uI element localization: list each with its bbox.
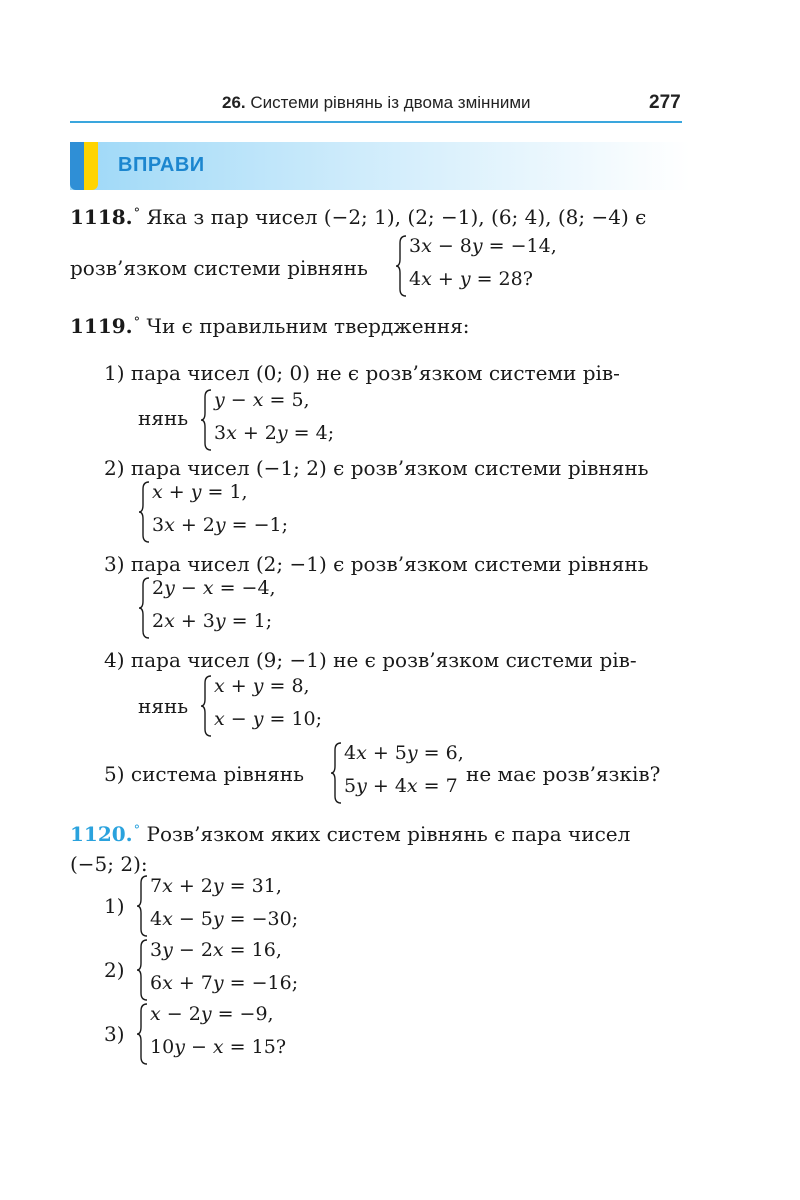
item-label: 1) [104, 361, 125, 385]
item-continuation: нянь [138, 694, 189, 718]
brace-icon [200, 389, 212, 451]
equation-system [395, 235, 565, 297]
equation-system [136, 1003, 306, 1065]
equation: x − y = 10; [214, 708, 323, 730]
equation-system [136, 939, 306, 1001]
brace-icon [136, 1003, 148, 1065]
equation: x + y = 8, [214, 675, 310, 697]
item-text: пара чисел (2; −1) є розв’язком системи рівнянь [130, 552, 649, 576]
equation: 2y − x = −4, [152, 577, 276, 599]
equation: 7x + 2y = 31, [150, 875, 282, 897]
brace-icon [138, 481, 150, 543]
equation: 3x − 8y = −14, [409, 235, 557, 257]
equation: 10y − x = 15? [150, 1036, 287, 1058]
brace-icon [330, 742, 342, 804]
item-label: 2) [104, 958, 125, 982]
equation: 3y − 2x = 16, [150, 939, 282, 961]
equation: 4x + 5y = 6, [344, 742, 464, 764]
equation-system [138, 577, 298, 639]
equation: 4x + y = 28? [409, 268, 533, 290]
exercise-number: 1118.° [70, 205, 141, 229]
exercise-1118-line1 [70, 205, 646, 229]
list-item-1 [104, 361, 620, 385]
item-label: 4) [104, 648, 125, 672]
exercise-1119-intro [70, 314, 470, 338]
section-title: ВПРАВИ [118, 154, 205, 176]
exercise-text: Розв’язком яких систем рівнянь є пара чисел [146, 822, 631, 846]
equation-system [200, 389, 350, 451]
running-header [222, 93, 531, 113]
header-rule [70, 121, 682, 123]
equation-system [138, 481, 298, 543]
page-number: 277 [649, 92, 681, 113]
item-text: система рівнянь [130, 762, 304, 786]
equation: 4x − 5y = −30; [150, 908, 299, 930]
item-label: 2) [104, 456, 125, 480]
item-text: пара чисел (−1; 2) є розв’язком системи рівнянь [130, 456, 649, 480]
item-label: 3) [104, 552, 125, 576]
flag-yellow-stripe [84, 142, 98, 190]
item-label: 3) [104, 1022, 125, 1046]
exercise-1120-line2: (−5; 2): [70, 852, 148, 876]
chapter-title: Системи рівнянь із двома змінними [250, 93, 531, 112]
equation-system [136, 875, 306, 937]
equation: x + y = 1, [152, 481, 248, 503]
chapter-number: 26. [222, 93, 246, 112]
flag-blue-stripe [70, 142, 84, 190]
exercise-number: 1119.° [70, 314, 141, 338]
list-item-3 [104, 552, 649, 576]
exercise-1120-line1 [70, 822, 630, 846]
equation: 6x + 7y = −16; [150, 972, 299, 994]
equation: 3x + 2y = −1; [152, 514, 289, 536]
equation-system [200, 675, 350, 737]
exercise-1118-line2: розв’язком системи рівнянь [70, 256, 368, 280]
item-label: 1) [104, 894, 125, 918]
list-item-5 [104, 762, 304, 786]
item-label: 5) [104, 762, 125, 786]
item-text: пара чисел (0; 0) не є розв’язком системи рів- [130, 361, 620, 385]
equation: x − 2y = −9, [150, 1003, 274, 1025]
brace-icon [136, 939, 148, 1001]
list-item-4 [104, 648, 637, 672]
exercise-text: Чи є правильним твердження: [146, 314, 470, 338]
brace-icon [138, 577, 150, 639]
item-continuation: нянь [138, 406, 189, 430]
equation-system [330, 742, 464, 804]
equation: 5y + 4x = 7 [344, 775, 458, 797]
equation: 2x + 3y = 1; [152, 610, 273, 632]
equation: 3x + 2y = 4; [214, 422, 335, 444]
brace-icon [136, 875, 148, 937]
brace-icon [395, 235, 407, 297]
item-tail: не має розв’язків? [466, 762, 661, 786]
exercise-number: 1120.° [70, 822, 141, 846]
equation: y − x = 5, [214, 389, 310, 411]
exercise-text: Яка з пар чисел (−2; 1), (2; −1), (6; 4), (8; −4) є [146, 205, 647, 229]
brace-icon [200, 675, 212, 737]
item-text: пара чисел (9; −1) не є розв’язком системи рів- [130, 648, 637, 672]
list-item-2 [104, 456, 649, 480]
